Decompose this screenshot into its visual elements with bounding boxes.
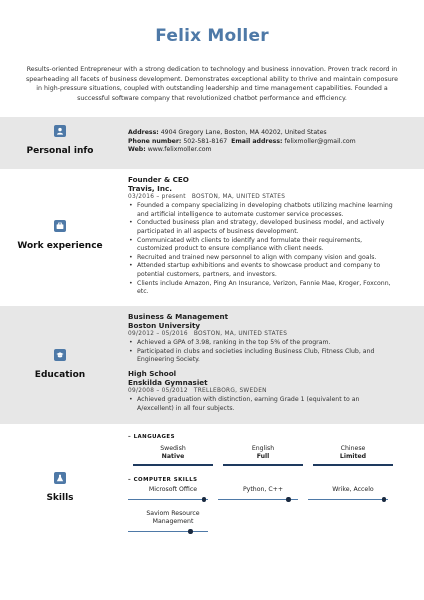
- list-item: • Attended startup exhibitions and events to showcase product and company to potential customers, partners, and investors.: [128, 262, 398, 279]
- section-title-personal-info: Personal info: [26, 146, 94, 156]
- language-item: Swedish Native: [128, 445, 218, 466]
- skill-level-dot: [202, 497, 206, 501]
- address-value: 4904 Gregory Lane, Boston, MA 40202, United States: [160, 129, 327, 136]
- education-dates: 09/2012 – 05/2016: [128, 331, 188, 338]
- job-title: Founder & CEO: [128, 175, 189, 184]
- skill-level-dot: [188, 529, 192, 533]
- education-meta: [128, 330, 398, 339]
- skill-bar: [128, 531, 208, 532]
- graduation-cap-icon: [54, 349, 66, 361]
- skills-section: [0, 424, 424, 600]
- web-line: Web: www.felixmoller.com: [128, 146, 212, 154]
- language-item: Chinese Limited: [308, 445, 398, 466]
- email-value: felixmoller@gmail.com: [284, 137, 356, 145]
- computer-skills-heading: – COMPUTER SKILLS: [128, 476, 198, 483]
- computer-skill-item: Wrike, Accelo: [308, 486, 398, 500]
- address-line: Address: 4904 Gregory Lane, Boston, MA 40202, United States: [128, 129, 327, 136]
- education-location: TRELLEBORG, SWEDEN: [193, 388, 267, 395]
- list-item: • Founded a company specializing in developing chatbots utilizing machine learning and artificial intelligence to automate customer service processes.: [128, 202, 398, 219]
- job-dates: 03/2016 – present: [128, 194, 186, 201]
- list-item: • Achieved graduation with distinction, earning Grade 1 (equivalent to an A/excellent) in all four subjects.: [128, 396, 398, 413]
- school-name: Boston University: [128, 320, 201, 330]
- skill-level-dot: [286, 497, 290, 501]
- job-location: BOSTON, MA, UNITED STATES: [191, 194, 286, 201]
- flask-icon: [54, 472, 66, 484]
- language-bar: [223, 464, 303, 465]
- web-value: www.felixmoller.com: [147, 146, 212, 154]
- skill-bar: [218, 499, 298, 500]
- list-item: • Conducted business plan and strategy, developed business model, and actively participated in all aspects of business development.: [128, 219, 398, 236]
- contact-line: Phone number: 502-581-8167 Email address: felixmoller@gmail.com: [128, 137, 356, 145]
- work-experience-section: [0, 169, 424, 306]
- skill-level-dot: [382, 497, 386, 501]
- summary: Results-oriented Entrepreneur with a strong dedication to technology and business innovation. Proven track record in spearheading all facets of business development. Demonstrates exceptional ability to thrive and maintain composure in high-pressure situations, coupled with outstanding leadership and time management capabilities. Founded a successful software company that revolutionized chatbot performance and efficiency.: [26, 66, 399, 102]
- education-dates: 09/2008 – 05/2012: [128, 388, 188, 395]
- languages-heading: – LANGUAGES: [128, 434, 175, 440]
- phone-value: 502-581-8167: [183, 137, 228, 145]
- briefcase-icon: [54, 220, 66, 232]
- education-meta: [128, 387, 398, 396]
- education-section: [0, 306, 424, 424]
- list-item: • Achieved a GPA of 3.98, ranking in the top 5% of the program.: [128, 339, 398, 348]
- computer-skill-item: Microsoft Office: [128, 486, 218, 500]
- language-bar: [313, 464, 393, 465]
- language-bar: [133, 464, 213, 465]
- resume-name: Felix Moller: [155, 26, 269, 46]
- skill-bar: [128, 499, 208, 500]
- school-name: Enskilda Gymnasiet: [128, 377, 208, 387]
- language-item: English Full: [218, 445, 308, 466]
- list-item: • Communicated with clients to identify and formulate their requirements, customized product to ensure compliance with client needs.: [128, 237, 398, 254]
- list-item: • Recruited and trained new personnel to align with company vision and goals.: [128, 254, 398, 263]
- degree-title: High School: [128, 368, 177, 378]
- degree-title: Business & Management: [128, 312, 229, 321]
- computer-skill-item: Saviom Resource Management: [128, 510, 218, 532]
- job-meta: [128, 193, 398, 202]
- section-title-education: Education: [34, 370, 86, 380]
- list-item: • Clients include Amazon, Ping An Insurance, Verizon, Fannie Mae, Kroger, Foxconn, etc.: [128, 280, 398, 297]
- computer-skill-item: Python, C++: [218, 486, 308, 500]
- section-title-work-experience: Work experience: [17, 241, 103, 251]
- list-item: • Participated in clubs and societies including Business Club, Fitness Club, and Engineering Society.: [128, 348, 398, 365]
- person-icon: [54, 125, 66, 137]
- section-title-skills: Skills: [46, 493, 74, 503]
- education-location: BOSTON, MA, UNITED STATES: [193, 331, 288, 338]
- job-company: Travis, Inc.: [128, 183, 172, 193]
- skill-bar: [308, 499, 388, 500]
- personal-info-section: [0, 117, 424, 169]
